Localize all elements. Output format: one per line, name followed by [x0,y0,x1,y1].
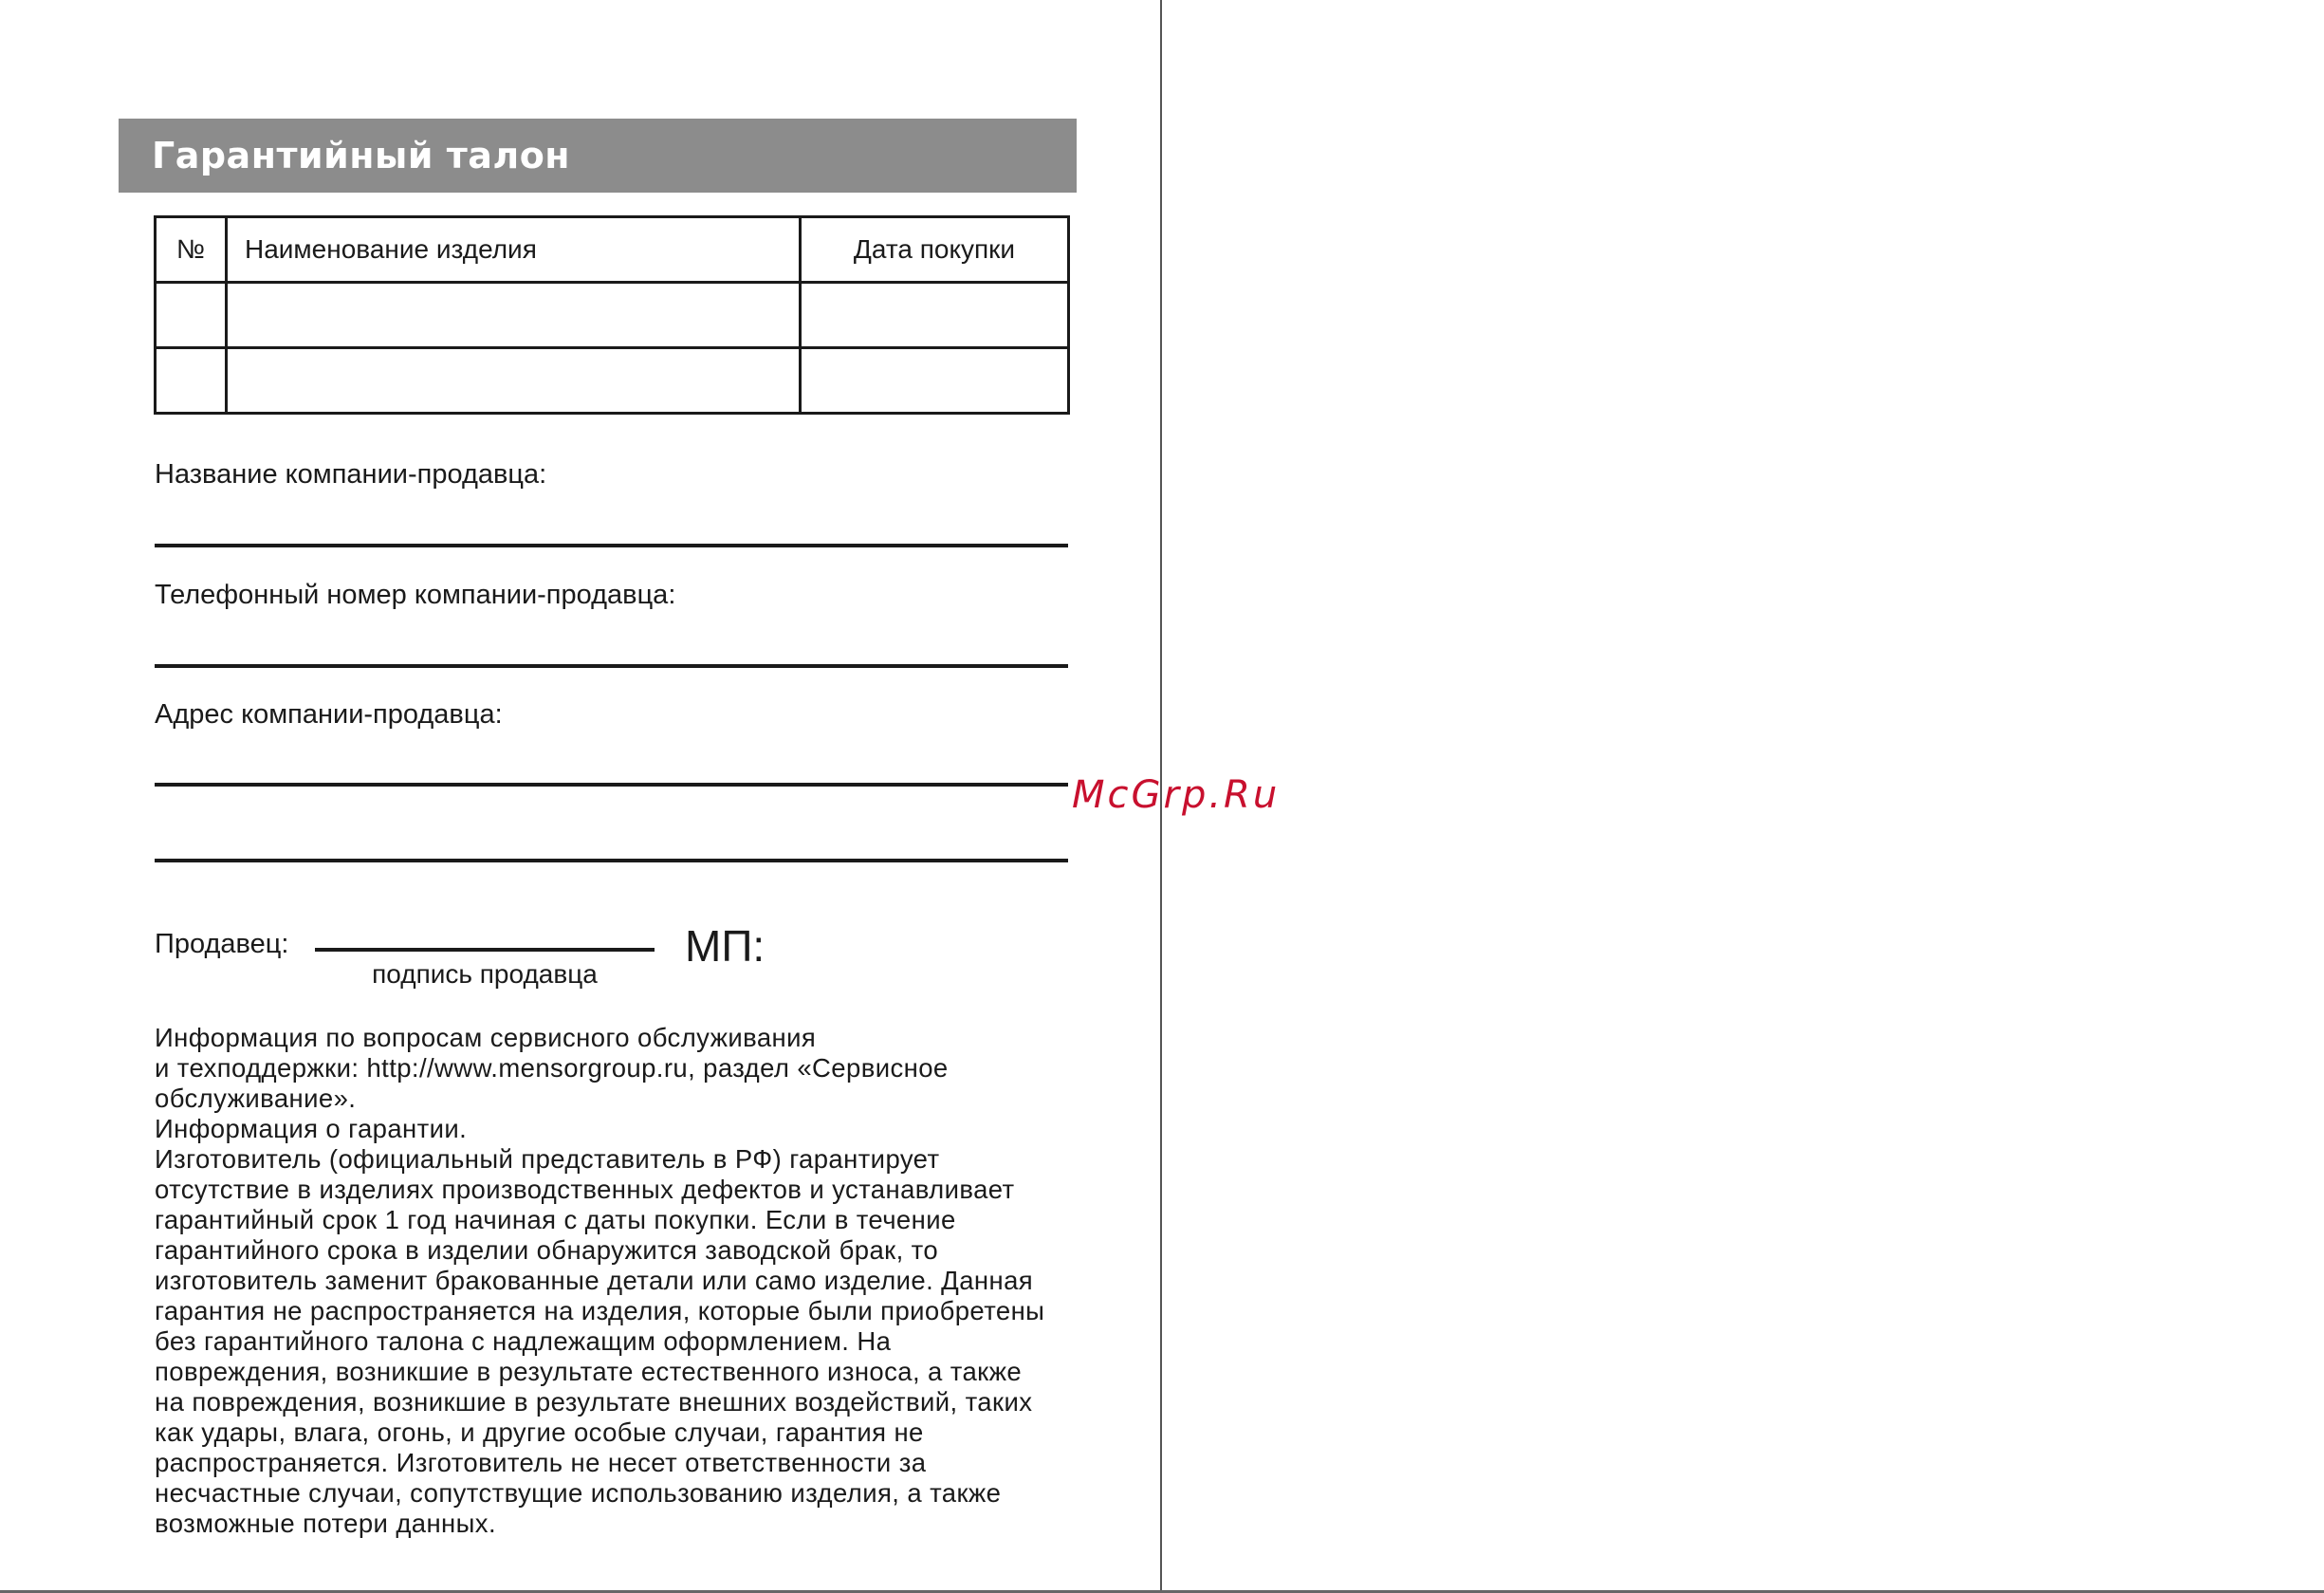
page-title: Гарантийный талон [152,135,571,176]
column-header-number: № [156,217,227,283]
table-header-row [156,217,1069,283]
seller-name-label: Название компании-продавца: [155,459,547,490]
info-line: Информация по вопросам сервисного обслуживания [155,1023,817,1052]
seller-address-label: Адрес компании-продавца: [155,699,503,730]
cell-product-name[interactable] [227,283,801,348]
column-header-purchase-date: Дата покупки [801,217,1069,283]
table-row [156,348,1069,414]
warranty-heading: Информация о гарантии. [155,1114,468,1143]
info-line: повреждения, возникшие в результате естественного износа, а также [155,1357,1023,1386]
info-line: гарантия не распространяется на изделия, которые были приобретены [155,1296,1045,1325]
info-line: отсутствие в изделиях производственных дефектов и устанавливает [155,1175,1015,1204]
info-line: несчастные случаи, сопутствущие использованию изделия, а также [155,1478,1002,1508]
signature-caption: подпись продавца [372,959,598,989]
info-line: обслуживание». [155,1084,357,1113]
seller-phone-line[interactable] [155,664,1068,668]
info-line: на повреждения, возникшие в результате внешних воздействий, таких [155,1387,1033,1417]
product-table [154,215,1070,415]
info-line: без гарантийного талона с надлежащим оформлением. На [155,1326,892,1356]
info-line: Изготовитель (официальный представитель в РФ) гарантирует [155,1144,940,1174]
info-line: возможные потери данных. [155,1509,496,1538]
info-line: и техподдержки: http://www.mensorgroup.ru, раздел «Сервисное [155,1053,949,1083]
info-line: изготовитель заменит бракованные детали или само изделие. Данная [155,1266,1034,1295]
cell-purchase-date[interactable] [801,283,1069,348]
signature-line[interactable] [315,948,655,952]
stamp-label: МП: [685,921,765,971]
warranty-info [155,1023,1084,1539]
info-line: гарантийного срока в изделии обнаружится заводской брак, то [155,1235,939,1265]
seller-address-line-1[interactable] [155,783,1068,787]
seller-label: Продавец: [155,929,289,959]
cell-purchase-date[interactable] [801,348,1069,414]
info-line: как удары, влага, огонь, и другие особые случаи, гарантия не [155,1417,924,1447]
cell-product-name[interactable] [227,348,801,414]
seller-phone-label: Телефонный номер компании-продавца: [155,580,676,610]
info-line: гарантийный срок 1 год начиная с даты покупки. Если в течение [155,1205,956,1234]
table-row [156,283,1069,348]
watermark: McGrp.Ru [1072,773,1281,817]
cell-number[interactable] [156,283,227,348]
column-header-product-name: Наименование изделия [227,217,801,283]
seller-name-line[interactable] [155,544,1068,547]
cell-number[interactable] [156,348,227,414]
title-bar [119,119,1077,193]
info-line: распространяется. Изготовитель не несет ответственности за [155,1448,927,1477]
seller-address-line-2[interactable] [155,859,1068,862]
